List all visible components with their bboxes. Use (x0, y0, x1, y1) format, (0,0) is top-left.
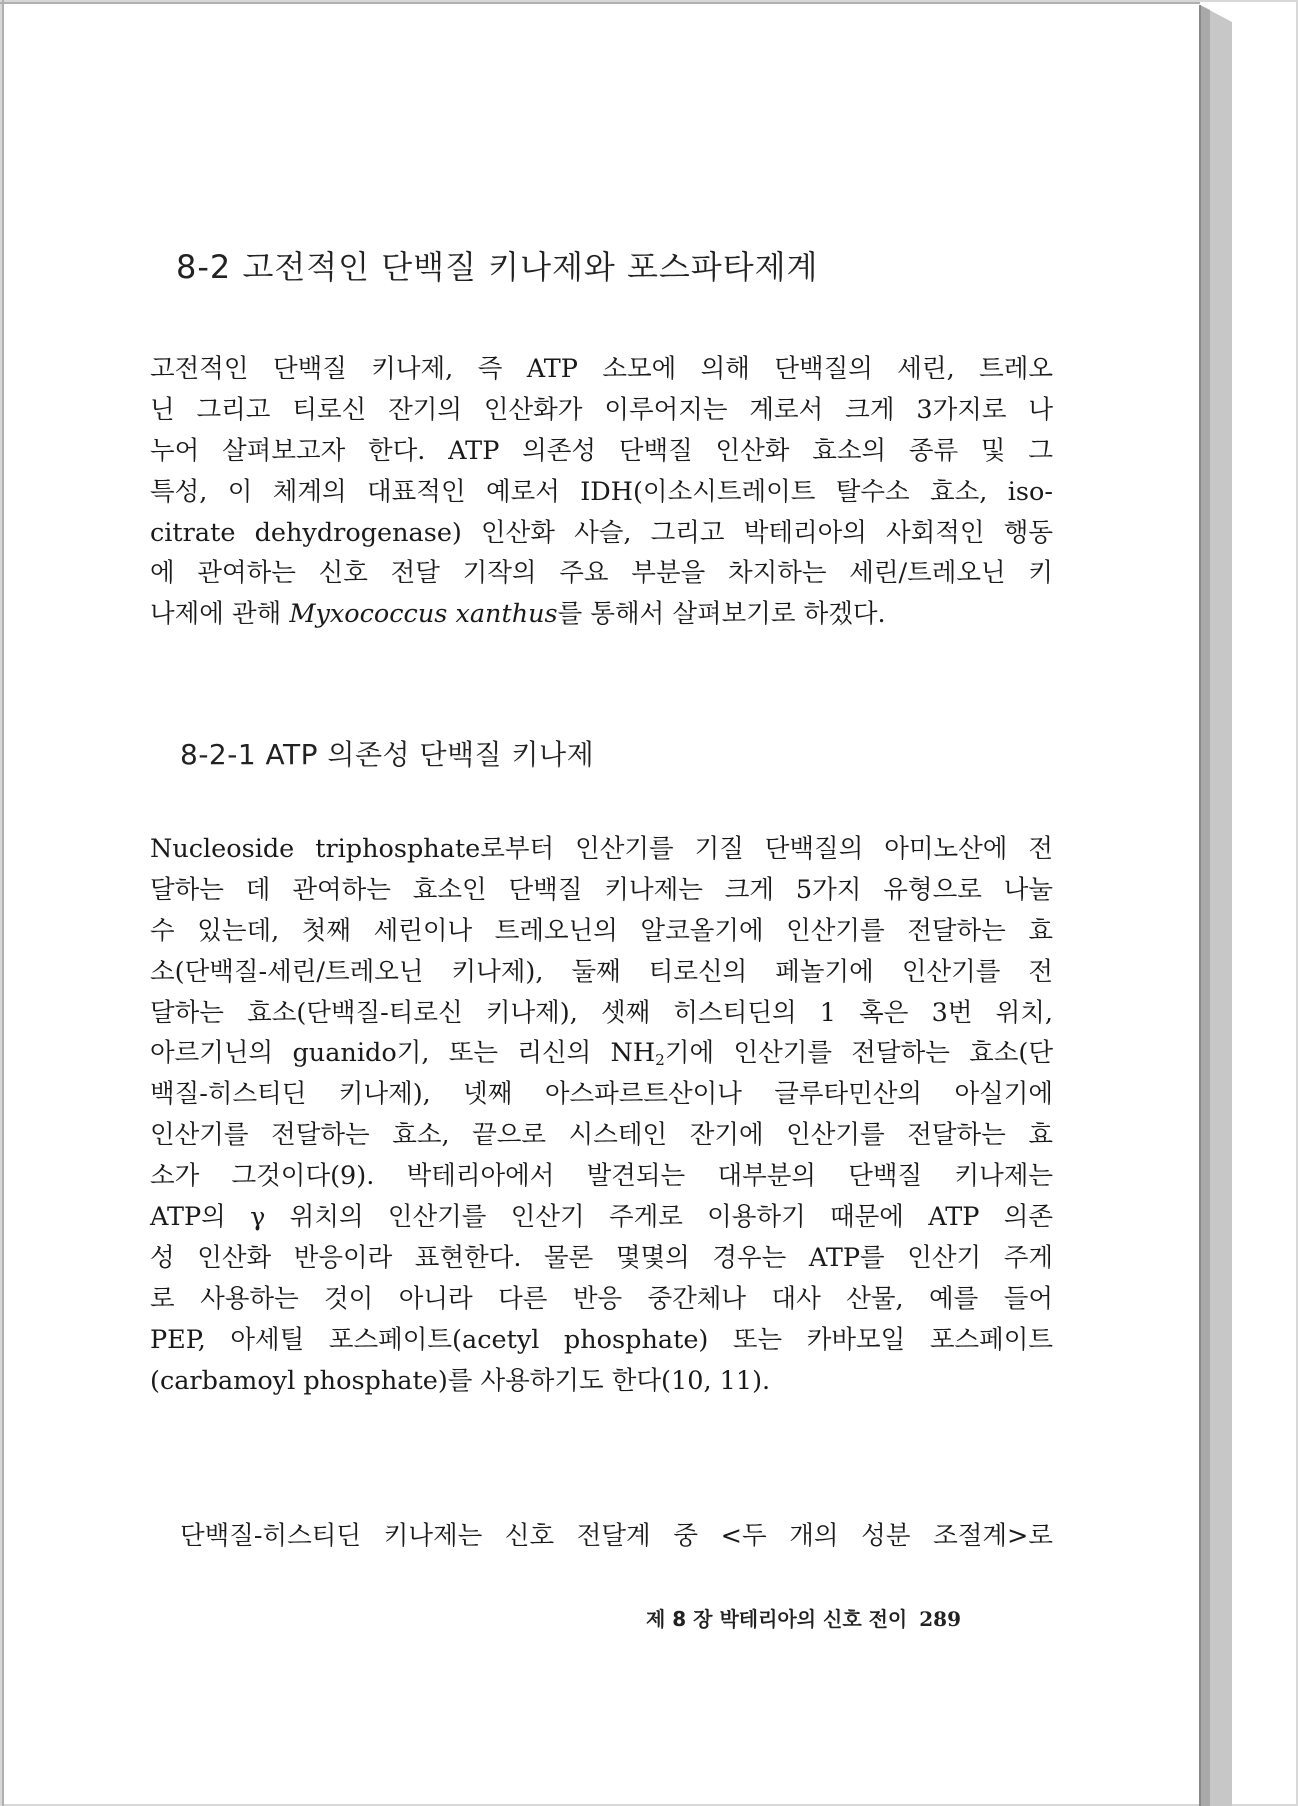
paragraph-intro (150, 349, 1053, 635)
text-line: Nucleoside triphosphate로부터 인산기를 기질 단백질의 아미노산에 전 (150, 834, 1053, 864)
text-line: 백질-히스티딘 키나제), 넷째 아스파르트산이나 글루타민산의 아실기에 (150, 1079, 1053, 1110)
text-line: 고전적인 단백질 키나제, 즉 ATP 소모에 의해 단백질의 세린, 트레오 (150, 354, 1053, 384)
text-line: 성 인산화 반응이라 표현한다. 물론 몇몇의 경우는 ATP를 인산기 주게 (150, 1242, 1053, 1273)
text-line: 수 있는데, 첫째 세린이나 트레오닌의 알코올기에 인산기를 전달하는 효 (150, 915, 1053, 946)
text-fragment: 를 통해서 살펴보기로 하겠다. (557, 599, 886, 630)
paragraph-histidine-kinase (180, 1516, 1053, 1557)
text-line: (carbamoyl phosphate)를 사용하기도 한다(10, 11). (150, 1365, 771, 1396)
text-line: 닌 그리고 티로신 잔기의 인산화가 이루어지는 계로서 크게 3가지로 나 (150, 394, 1053, 425)
text-line: 특성, 이 체계의 대표적인 예로서 IDH(이소시트레이트 탈수소 효소, iso- (150, 476, 1053, 507)
text-line: 달하는 데 관여하는 효소인 단백질 키나제는 크게 5가지 유형으로 나눌 (150, 874, 1053, 905)
text-line: 단백질-히스티딘 키나제는 신호 전달계 중 <두 개의 성분 조절계>로 (180, 1521, 1053, 1551)
text-line: ATP의 γ 위치의 인산기를 인산기 주게로 이용하기 때문에 ATP 의존 (150, 1202, 1053, 1233)
text-line: 로 사용하는 것이 아니라 다른 반응 중간체나 대사 산물, 예를 들어 (150, 1283, 1053, 1314)
text-line: 에 관여하는 신호 전달 기작의 주요 부분을 차지하는 세린/트레오닌 키 (150, 558, 1053, 589)
chapter-title: 제 8 장 박테리아의 신호 전이 (646, 1607, 908, 1631)
species-name: Myxococcus xanthus (289, 599, 558, 630)
text-fragment: 나제에 관해 (150, 599, 290, 630)
text-line: PEP, 아세틸 포스페이트(acetyl phosphate) 또는 카바모일 포스페이트 (150, 1324, 1053, 1355)
text-line: citrate dehydrogenase) 인산화 사슬, 그리고 박테리아의 사회적인 행동 (150, 517, 1053, 548)
text-line: 소가 그것이다(9). 박테리아에서 발견되는 대부분의 단백질 키나제는 (150, 1161, 1053, 1192)
subsection-heading: 8-2-1 ATP 의존성 단백질 키나제 (180, 738, 595, 771)
text-line (150, 1033, 1053, 1074)
subscript: 2 (655, 1051, 665, 1070)
text-fragment: 아르기닌의 guanido기, 또는 리신의 NH (150, 1038, 656, 1069)
text-line: 인산기를 전달하는 효소, 끝으로 시스테인 잔기에 인산기를 전달하는 효 (150, 1120, 1053, 1151)
text-line: 달하는 효소(단백질-티로신 키나제), 셋째 히스티딘의 1 혹은 3번 위치, (150, 997, 1053, 1028)
page-number: 289 (919, 1607, 962, 1631)
text-line (150, 594, 1053, 635)
running-footer (646, 1603, 961, 1632)
text-line: 소(단백질-세린/트레오닌 키나제), 둘째 티로신의 페놀기에 인산기를 전 (150, 956, 1053, 987)
text-fragment: 기에 인산기를 전달하는 효소(단 (664, 1038, 1054, 1069)
paragraph-protein-kinase (150, 829, 1053, 1401)
section-heading: 8-2 고전적인 단백질 키나제와 포스파타제계 (176, 248, 819, 286)
text-line: 누어 살펴보고자 한다. ATP 의존성 단백질 인산화 효소의 종류 및 그 (150, 435, 1053, 466)
